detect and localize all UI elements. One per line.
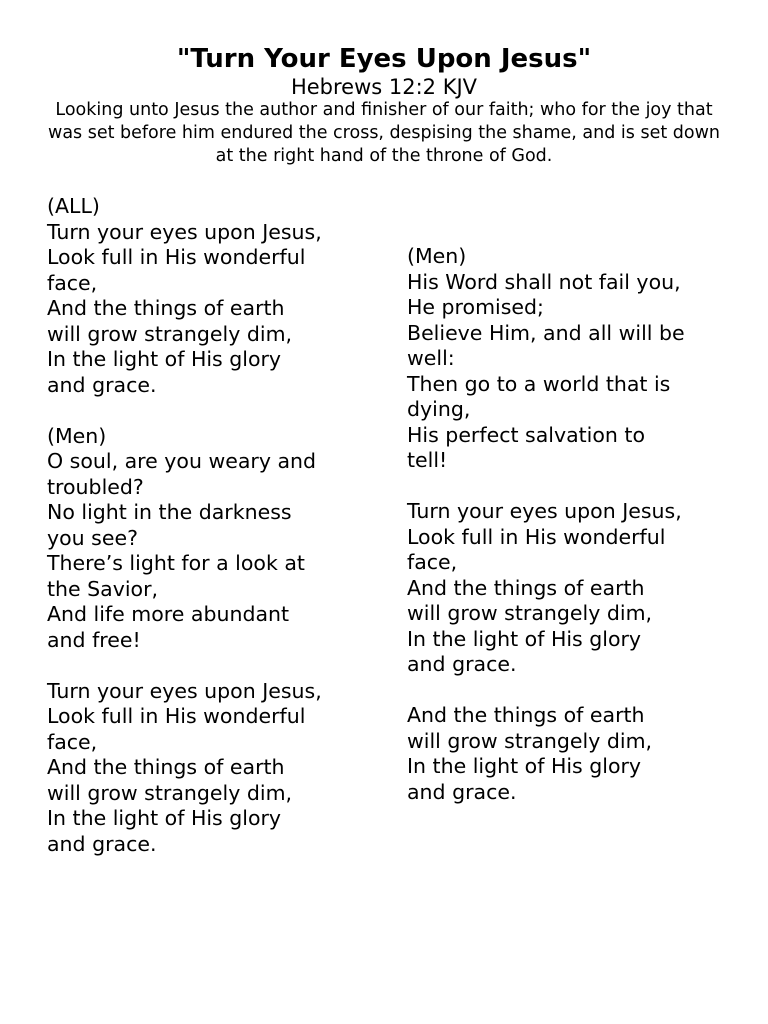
lyric-line: In the light of His glory	[407, 626, 642, 651]
lyric-line: troubled?	[47, 474, 144, 499]
lyric-line: And the things of earth	[47, 755, 285, 779]
stanza-spacer	[47, 653, 322, 679]
hymn-title: "Turn Your Eyes Upon Jesus"	[176, 44, 592, 74]
part-label: (Men)	[407, 244, 467, 268]
stanza	[47, 424, 322, 654]
lyric-line: Turn your eyes upon Jesus,	[47, 219, 322, 244]
part-label: (Men)	[47, 423, 107, 448]
lyric-line: His perfect salvation to	[407, 422, 646, 447]
lyric-line: And the things of earth	[47, 296, 285, 320]
left-column	[47, 194, 322, 857]
lyric-line: Turn your eyes upon Jesus,	[47, 678, 322, 703]
lyric-line: He promised;	[407, 295, 544, 319]
stanza-spacer	[407, 678, 685, 704]
lyric-line: face,	[47, 729, 98, 754]
lyric-line: There’s light for a look at	[47, 551, 305, 575]
lyric-line: the Savior,	[47, 576, 159, 601]
lyric-line: In the light of His glory	[407, 754, 642, 778]
stanza	[407, 244, 685, 474]
lyric-line: and grace.	[47, 372, 157, 397]
lyric-line: dying,	[407, 397, 471, 421]
lyric-line: face,	[47, 270, 98, 295]
lyric-line: well:	[407, 346, 455, 370]
lyric-line: will grow strangely dim,	[407, 601, 653, 625]
lyric-line: And life more abundant	[47, 602, 290, 626]
lyric-line: and free!	[47, 627, 141, 652]
lyric-line: and grace.	[407, 779, 517, 804]
lyric-line: will grow strangely dim,	[47, 780, 293, 805]
stanza	[407, 499, 685, 678]
lyric-line: tell!	[407, 448, 448, 472]
lyric-line: And the things of earth	[407, 575, 645, 600]
lyric-line: Look full in His wonderful	[47, 245, 306, 269]
lyric-line: Look full in His wonderful	[407, 524, 666, 549]
lyric-line: and grace.	[47, 831, 157, 856]
lyric-line: In the light of His glory	[47, 806, 282, 830]
lyric-line: you see?	[47, 525, 138, 550]
stanza-spacer	[407, 474, 685, 500]
lyric-line: In the light of His glory	[47, 347, 282, 371]
right-column	[407, 244, 685, 805]
stanza	[47, 679, 322, 858]
stanza-spacer	[47, 398, 322, 424]
lyric-line: His Word shall not fail you,	[407, 269, 681, 294]
lyric-line: will grow strangely dim,	[407, 728, 653, 753]
lyric-line: Believe Him, and all will be	[407, 320, 685, 345]
lyric-line: No light in the darkness	[47, 500, 292, 524]
part-label: (ALL)	[47, 194, 100, 218]
lyric-line: Look full in His wonderful	[47, 704, 306, 728]
lyric-line: O soul, are you weary and	[47, 449, 317, 473]
lyric-line: will grow strangely dim,	[47, 321, 293, 346]
scripture-reference: Hebrews 12:2 KJV	[290, 75, 478, 99]
stanza	[407, 703, 685, 805]
lyric-line: Turn your eyes upon Jesus,	[407, 499, 682, 523]
lyric-line: and grace.	[407, 652, 517, 676]
scripture-verse: Looking unto Jesus the author and finisher of our faith; who for the joy that was set before him endured the cross, despising the shame, and is set down at the right hand of the throne of God.	[48, 100, 720, 166]
lyric-line: Then go to a world that is	[407, 371, 671, 396]
lyric-line: And the things of earth	[407, 703, 645, 727]
lyric-line: face,	[407, 550, 458, 574]
stanza	[47, 194, 322, 398]
